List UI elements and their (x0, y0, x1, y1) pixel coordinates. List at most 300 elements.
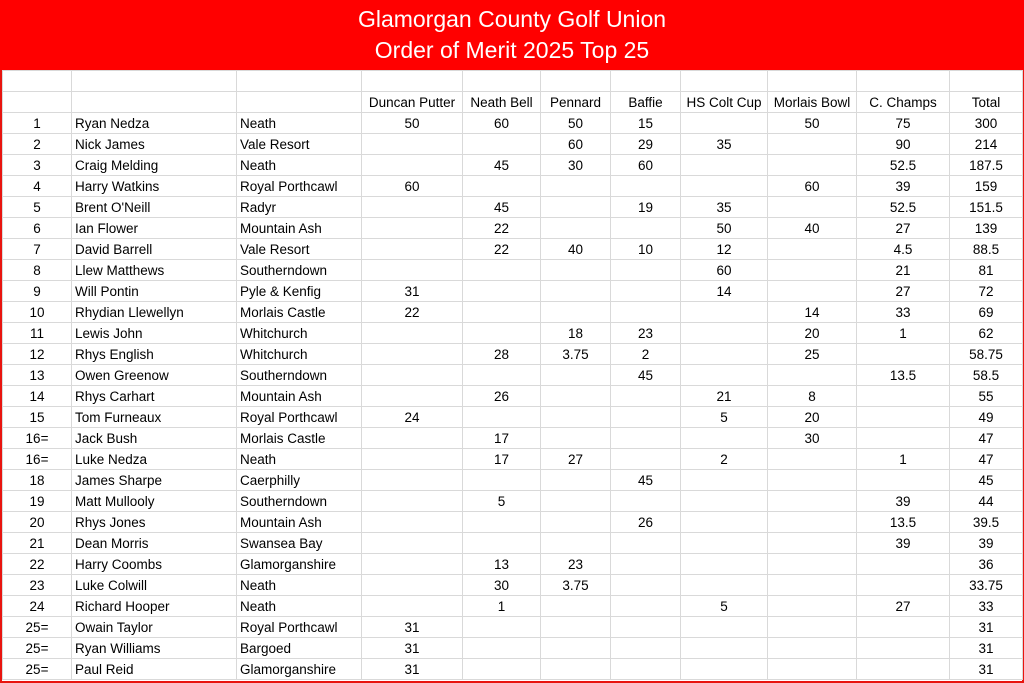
cell-hs-colt-cup[interactable]: 35 (681, 197, 768, 218)
empty-cell[interactable] (541, 71, 611, 92)
cell-c-champs[interactable]: 27 (857, 218, 950, 239)
cell-player[interactable]: Luke Nedza (72, 449, 237, 470)
cell-position[interactable]: 16= (3, 428, 72, 449)
cell-hs-colt-cup[interactable]: 21 (681, 386, 768, 407)
empty-cell[interactable] (857, 71, 950, 92)
cell-neath-bell[interactable] (463, 365, 541, 386)
cell-duncan-putter[interactable]: 60 (362, 176, 463, 197)
cell-baffie[interactable] (611, 659, 681, 680)
cell-duncan-putter[interactable] (362, 470, 463, 491)
cell-pennard[interactable] (541, 302, 611, 323)
cell-pennard[interactable] (541, 512, 611, 533)
column-header-player[interactable] (72, 92, 237, 113)
cell-total[interactable]: 159 (950, 176, 1023, 197)
cell-neath-bell[interactable]: 5 (463, 491, 541, 512)
cell-morlais-bowl[interactable] (768, 659, 857, 680)
cell-club[interactable]: Whitchurch (237, 344, 362, 365)
cell-duncan-putter[interactable] (362, 239, 463, 260)
cell-hs-colt-cup[interactable] (681, 638, 768, 659)
cell-hs-colt-cup[interactable]: 5 (681, 596, 768, 617)
cell-position[interactable]: 5 (3, 197, 72, 218)
empty-cell[interactable] (950, 71, 1023, 92)
cell-pennard[interactable]: 40 (541, 239, 611, 260)
cell-c-champs[interactable]: 1 (857, 323, 950, 344)
cell-duncan-putter[interactable] (362, 512, 463, 533)
cell-player[interactable]: Brent O'Neill (72, 197, 237, 218)
cell-hs-colt-cup[interactable] (681, 533, 768, 554)
cell-total[interactable]: 31 (950, 659, 1023, 680)
cell-neath-bell[interactable]: 17 (463, 428, 541, 449)
cell-total[interactable]: 62 (950, 323, 1023, 344)
cell-baffie[interactable] (611, 596, 681, 617)
cell-duncan-putter[interactable] (362, 155, 463, 176)
cell-total[interactable]: 72 (950, 281, 1023, 302)
cell-c-champs[interactable] (857, 407, 950, 428)
cell-neath-bell[interactable] (463, 512, 541, 533)
cell-total[interactable]: 39.5 (950, 512, 1023, 533)
cell-total[interactable]: 88.5 (950, 239, 1023, 260)
cell-total[interactable]: 139 (950, 218, 1023, 239)
cell-hs-colt-cup[interactable]: 5 (681, 407, 768, 428)
cell-hs-colt-cup[interactable] (681, 554, 768, 575)
cell-morlais-bowl[interactable] (768, 596, 857, 617)
cell-club[interactable]: Vale Resort (237, 134, 362, 155)
cell-baffie[interactable] (611, 533, 681, 554)
cell-player[interactable]: Harry Coombs (72, 554, 237, 575)
cell-position[interactable]: 16= (3, 449, 72, 470)
cell-club[interactable]: Caerphilly (237, 470, 362, 491)
cell-player[interactable]: Rhys Carhart (72, 386, 237, 407)
cell-pennard[interactable]: 30 (541, 155, 611, 176)
cell-morlais-bowl[interactable] (768, 533, 857, 554)
cell-duncan-putter[interactable] (362, 596, 463, 617)
cell-duncan-putter[interactable]: 31 (362, 617, 463, 638)
cell-baffie[interactable] (611, 176, 681, 197)
cell-club[interactable]: Mountain Ash (237, 218, 362, 239)
cell-c-champs[interactable] (857, 344, 950, 365)
empty-cell[interactable] (72, 71, 237, 92)
cell-player[interactable]: Rhys English (72, 344, 237, 365)
cell-total[interactable]: 300 (950, 113, 1023, 134)
cell-c-champs[interactable]: 13.5 (857, 365, 950, 386)
cell-c-champs[interactable]: 33 (857, 302, 950, 323)
cell-position[interactable]: 22 (3, 554, 72, 575)
cell-position[interactable]: 1 (3, 113, 72, 134)
cell-c-champs[interactable]: 75 (857, 113, 950, 134)
cell-neath-bell[interactable]: 22 (463, 218, 541, 239)
cell-pennard[interactable] (541, 596, 611, 617)
cell-morlais-bowl[interactable] (768, 512, 857, 533)
cell-hs-colt-cup[interactable] (681, 617, 768, 638)
cell-neath-bell[interactable]: 13 (463, 554, 541, 575)
cell-morlais-bowl[interactable] (768, 197, 857, 218)
cell-neath-bell[interactable]: 22 (463, 239, 541, 260)
cell-duncan-putter[interactable] (362, 449, 463, 470)
cell-position[interactable]: 13 (3, 365, 72, 386)
cell-player[interactable]: Lewis John (72, 323, 237, 344)
cell-player[interactable]: Richard Hooper (72, 596, 237, 617)
cell-hs-colt-cup[interactable] (681, 575, 768, 596)
cell-position[interactable]: 8 (3, 260, 72, 281)
cell-c-champs[interactable]: 1 (857, 449, 950, 470)
cell-pennard[interactable]: 3.75 (541, 344, 611, 365)
column-header-pennard[interactable]: Pennard (541, 92, 611, 113)
empty-cell[interactable] (681, 71, 768, 92)
cell-baffie[interactable] (611, 449, 681, 470)
cell-club[interactable]: Morlais Castle (237, 428, 362, 449)
cell-club[interactable]: Vale Resort (237, 239, 362, 260)
cell-c-champs[interactable] (857, 554, 950, 575)
cell-pennard[interactable]: 23 (541, 554, 611, 575)
cell-neath-bell[interactable]: 45 (463, 197, 541, 218)
cell-total[interactable]: 214 (950, 134, 1023, 155)
cell-total[interactable]: 33 (950, 596, 1023, 617)
cell-baffie[interactable] (611, 281, 681, 302)
cell-player[interactable]: Matt Mullooly (72, 491, 237, 512)
cell-c-champs[interactable] (857, 659, 950, 680)
cell-pennard[interactable] (541, 218, 611, 239)
cell-baffie[interactable]: 23 (611, 323, 681, 344)
cell-neath-bell[interactable] (463, 260, 541, 281)
cell-neath-bell[interactable] (463, 281, 541, 302)
cell-club[interactable]: Royal Porthcawl (237, 407, 362, 428)
cell-club[interactable]: Mountain Ash (237, 386, 362, 407)
cell-total[interactable]: 69 (950, 302, 1023, 323)
cell-pennard[interactable] (541, 638, 611, 659)
cell-pennard[interactable] (541, 197, 611, 218)
cell-total[interactable]: 36 (950, 554, 1023, 575)
cell-neath-bell[interactable] (463, 323, 541, 344)
cell-baffie[interactable] (611, 428, 681, 449)
cell-player[interactable]: Ryan Nedza (72, 113, 237, 134)
cell-club[interactable]: Royal Porthcawl (237, 176, 362, 197)
cell-club[interactable]: Bargoed (237, 638, 362, 659)
cell-total[interactable]: 39 (950, 533, 1023, 554)
cell-total[interactable]: 151.5 (950, 197, 1023, 218)
cell-c-champs[interactable]: 39 (857, 533, 950, 554)
cell-club[interactable]: Neath (237, 113, 362, 134)
cell-duncan-putter[interactable] (362, 134, 463, 155)
cell-duncan-putter[interactable] (362, 323, 463, 344)
cell-duncan-putter[interactable] (362, 197, 463, 218)
cell-morlais-bowl[interactable]: 60 (768, 176, 857, 197)
cell-morlais-bowl[interactable] (768, 155, 857, 176)
cell-c-champs[interactable]: 52.5 (857, 155, 950, 176)
cell-pennard[interactable] (541, 386, 611, 407)
cell-club[interactable]: Radyr (237, 197, 362, 218)
cell-position[interactable]: 25= (3, 617, 72, 638)
cell-player[interactable]: Rhydian Llewellyn (72, 302, 237, 323)
cell-player[interactable]: Will Pontin (72, 281, 237, 302)
cell-c-champs[interactable] (857, 428, 950, 449)
cell-morlais-bowl[interactable] (768, 575, 857, 596)
cell-total[interactable]: 31 (950, 617, 1023, 638)
cell-morlais-bowl[interactable]: 25 (768, 344, 857, 365)
cell-morlais-bowl[interactable] (768, 491, 857, 512)
cell-pennard[interactable] (541, 491, 611, 512)
cell-baffie[interactable] (611, 575, 681, 596)
cell-total[interactable]: 55 (950, 386, 1023, 407)
cell-duncan-putter[interactable]: 24 (362, 407, 463, 428)
cell-pennard[interactable]: 50 (541, 113, 611, 134)
cell-pennard[interactable] (541, 470, 611, 491)
cell-club[interactable]: Southerndown (237, 365, 362, 386)
cell-position[interactable]: 11 (3, 323, 72, 344)
cell-neath-bell[interactable]: 60 (463, 113, 541, 134)
cell-duncan-putter[interactable] (362, 218, 463, 239)
cell-baffie[interactable] (611, 218, 681, 239)
cell-position[interactable]: 19 (3, 491, 72, 512)
cell-pennard[interactable]: 60 (541, 134, 611, 155)
cell-club[interactable]: Whitchurch (237, 323, 362, 344)
cell-neath-bell[interactable] (463, 470, 541, 491)
cell-morlais-bowl[interactable] (768, 281, 857, 302)
cell-hs-colt-cup[interactable]: 35 (681, 134, 768, 155)
cell-morlais-bowl[interactable]: 8 (768, 386, 857, 407)
cell-baffie[interactable] (611, 491, 681, 512)
cell-total[interactable]: 45 (950, 470, 1023, 491)
cell-pennard[interactable] (541, 407, 611, 428)
cell-morlais-bowl[interactable] (768, 554, 857, 575)
cell-duncan-putter[interactable]: 31 (362, 281, 463, 302)
cell-position[interactable]: 3 (3, 155, 72, 176)
cell-player[interactable]: Paul Reid (72, 659, 237, 680)
cell-total[interactable]: 31 (950, 638, 1023, 659)
cell-club[interactable]: Neath (237, 596, 362, 617)
cell-hs-colt-cup[interactable] (681, 365, 768, 386)
cell-position[interactable]: 25= (3, 638, 72, 659)
cell-baffie[interactable]: 19 (611, 197, 681, 218)
cell-baffie[interactable] (611, 407, 681, 428)
cell-total[interactable]: 187.5 (950, 155, 1023, 176)
cell-total[interactable]: 44 (950, 491, 1023, 512)
cell-duncan-putter[interactable] (362, 428, 463, 449)
column-header-neath-bell[interactable]: Neath Bell (463, 92, 541, 113)
cell-position[interactable]: 9 (3, 281, 72, 302)
cell-duncan-putter[interactable] (362, 491, 463, 512)
cell-baffie[interactable]: 15 (611, 113, 681, 134)
cell-c-champs[interactable]: 21 (857, 260, 950, 281)
cell-pennard[interactable] (541, 365, 611, 386)
cell-club[interactable]: Glamorganshire (237, 659, 362, 680)
cell-duncan-putter[interactable] (362, 386, 463, 407)
cell-c-champs[interactable]: 13.5 (857, 512, 950, 533)
cell-morlais-bowl[interactable] (768, 260, 857, 281)
cell-baffie[interactable]: 26 (611, 512, 681, 533)
cell-position[interactable]: 6 (3, 218, 72, 239)
cell-hs-colt-cup[interactable] (681, 113, 768, 134)
empty-cell[interactable] (611, 71, 681, 92)
cell-morlais-bowl[interactable] (768, 638, 857, 659)
cell-total[interactable]: 58.5 (950, 365, 1023, 386)
cell-baffie[interactable]: 60 (611, 155, 681, 176)
cell-duncan-putter[interactable]: 31 (362, 659, 463, 680)
cell-player[interactable]: Ian Flower (72, 218, 237, 239)
empty-cell[interactable] (237, 71, 362, 92)
cell-morlais-bowl[interactable] (768, 617, 857, 638)
cell-total[interactable]: 47 (950, 449, 1023, 470)
cell-position[interactable]: 21 (3, 533, 72, 554)
cell-player[interactable]: James Sharpe (72, 470, 237, 491)
cell-hs-colt-cup[interactable] (681, 344, 768, 365)
cell-hs-colt-cup[interactable] (681, 176, 768, 197)
cell-neath-bell[interactable]: 1 (463, 596, 541, 617)
cell-morlais-bowl[interactable] (768, 134, 857, 155)
cell-club[interactable]: Neath (237, 449, 362, 470)
cell-player[interactable]: Jack Bush (72, 428, 237, 449)
cell-duncan-putter[interactable]: 50 (362, 113, 463, 134)
column-header-baffie[interactable]: Baffie (611, 92, 681, 113)
cell-player[interactable]: Owen Greenow (72, 365, 237, 386)
cell-pennard[interactable] (541, 176, 611, 197)
cell-club[interactable]: Neath (237, 155, 362, 176)
cell-club[interactable]: Mountain Ash (237, 512, 362, 533)
cell-hs-colt-cup[interactable] (681, 428, 768, 449)
cell-neath-bell[interactable] (463, 617, 541, 638)
cell-total[interactable]: 33.75 (950, 575, 1023, 596)
cell-c-champs[interactable]: 39 (857, 176, 950, 197)
cell-c-champs[interactable] (857, 638, 950, 659)
cell-c-champs[interactable] (857, 386, 950, 407)
column-header-total[interactable]: Total (950, 92, 1023, 113)
cell-morlais-bowl[interactable]: 30 (768, 428, 857, 449)
cell-baffie[interactable]: 2 (611, 344, 681, 365)
cell-pennard[interactable]: 18 (541, 323, 611, 344)
column-header-morlais-bowl[interactable]: Morlais Bowl (768, 92, 857, 113)
cell-club[interactable]: Neath (237, 575, 362, 596)
cell-position[interactable]: 23 (3, 575, 72, 596)
cell-morlais-bowl[interactable] (768, 365, 857, 386)
cell-pennard[interactable] (541, 281, 611, 302)
cell-player[interactable]: Llew Matthews (72, 260, 237, 281)
column-header-c-champs[interactable]: C. Champs (857, 92, 950, 113)
cell-morlais-bowl[interactable]: 50 (768, 113, 857, 134)
cell-position[interactable]: 10 (3, 302, 72, 323)
cell-duncan-putter[interactable] (362, 554, 463, 575)
cell-morlais-bowl[interactable] (768, 449, 857, 470)
cell-neath-bell[interactable] (463, 533, 541, 554)
cell-position[interactable]: 18 (3, 470, 72, 491)
cell-duncan-putter[interactable]: 31 (362, 638, 463, 659)
cell-pennard[interactable]: 27 (541, 449, 611, 470)
cell-position[interactable]: 25= (3, 659, 72, 680)
cell-neath-bell[interactable] (463, 176, 541, 197)
cell-player[interactable]: Ryan Williams (72, 638, 237, 659)
cell-position[interactable]: 24 (3, 596, 72, 617)
cell-neath-bell[interactable]: 30 (463, 575, 541, 596)
cell-morlais-bowl[interactable] (768, 239, 857, 260)
cell-morlais-bowl[interactable]: 20 (768, 407, 857, 428)
empty-cell[interactable] (3, 71, 72, 92)
cell-pennard[interactable]: 3.75 (541, 575, 611, 596)
cell-position[interactable]: 4 (3, 176, 72, 197)
cell-c-champs[interactable] (857, 470, 950, 491)
cell-c-champs[interactable]: 27 (857, 596, 950, 617)
cell-club[interactable]: Southerndown (237, 260, 362, 281)
cell-neath-bell[interactable] (463, 638, 541, 659)
cell-hs-colt-cup[interactable]: 14 (681, 281, 768, 302)
cell-player[interactable]: Rhys Jones (72, 512, 237, 533)
cell-position[interactable]: 2 (3, 134, 72, 155)
cell-player[interactable]: Luke Colwill (72, 575, 237, 596)
cell-c-champs[interactable] (857, 575, 950, 596)
cell-neath-bell[interactable]: 17 (463, 449, 541, 470)
cell-hs-colt-cup[interactable]: 50 (681, 218, 768, 239)
cell-hs-colt-cup[interactable]: 60 (681, 260, 768, 281)
cell-hs-colt-cup[interactable]: 12 (681, 239, 768, 260)
cell-baffie[interactable] (611, 638, 681, 659)
cell-hs-colt-cup[interactable] (681, 470, 768, 491)
cell-player[interactable]: Harry Watkins (72, 176, 237, 197)
cell-position[interactable]: 20 (3, 512, 72, 533)
empty-cell[interactable] (768, 71, 857, 92)
cell-club[interactable]: Swansea Bay (237, 533, 362, 554)
cell-baffie[interactable]: 45 (611, 365, 681, 386)
cell-baffie[interactable]: 45 (611, 470, 681, 491)
cell-baffie[interactable]: 10 (611, 239, 681, 260)
cell-position[interactable]: 12 (3, 344, 72, 365)
cell-hs-colt-cup[interactable]: 2 (681, 449, 768, 470)
cell-position[interactable]: 15 (3, 407, 72, 428)
cell-total[interactable]: 58.75 (950, 344, 1023, 365)
cell-player[interactable]: Tom Furneaux (72, 407, 237, 428)
cell-club[interactable]: Southerndown (237, 491, 362, 512)
cell-hs-colt-cup[interactable] (681, 659, 768, 680)
cell-morlais-bowl[interactable]: 20 (768, 323, 857, 344)
cell-hs-colt-cup[interactable] (681, 512, 768, 533)
cell-c-champs[interactable]: 52.5 (857, 197, 950, 218)
cell-morlais-bowl[interactable] (768, 470, 857, 491)
cell-position[interactable]: 14 (3, 386, 72, 407)
cell-total[interactable]: 49 (950, 407, 1023, 428)
cell-total[interactable]: 81 (950, 260, 1023, 281)
cell-hs-colt-cup[interactable] (681, 491, 768, 512)
cell-club[interactable]: Pyle & Kenfig (237, 281, 362, 302)
cell-neath-bell[interactable] (463, 659, 541, 680)
cell-morlais-bowl[interactable]: 14 (768, 302, 857, 323)
column-header-hs-colt-cup[interactable]: HS Colt Cup (681, 92, 768, 113)
cell-c-champs[interactable]: 27 (857, 281, 950, 302)
cell-club[interactable]: Royal Porthcawl (237, 617, 362, 638)
cell-c-champs[interactable]: 39 (857, 491, 950, 512)
cell-pennard[interactable] (541, 533, 611, 554)
cell-c-champs[interactable]: 4.5 (857, 239, 950, 260)
cell-neath-bell[interactable]: 45 (463, 155, 541, 176)
cell-c-champs[interactable]: 90 (857, 134, 950, 155)
cell-baffie[interactable]: 29 (611, 134, 681, 155)
cell-neath-bell[interactable]: 28 (463, 344, 541, 365)
cell-pennard[interactable] (541, 428, 611, 449)
cell-neath-bell[interactable]: 26 (463, 386, 541, 407)
cell-player[interactable]: Craig Melding (72, 155, 237, 176)
column-header-position[interactable] (3, 92, 72, 113)
cell-total[interactable]: 47 (950, 428, 1023, 449)
cell-player[interactable]: Dean Morris (72, 533, 237, 554)
empty-cell[interactable] (463, 71, 541, 92)
cell-neath-bell[interactable] (463, 134, 541, 155)
cell-baffie[interactable] (611, 386, 681, 407)
cell-player[interactable]: David Barrell (72, 239, 237, 260)
cell-duncan-putter[interactable] (362, 575, 463, 596)
empty-cell[interactable] (362, 71, 463, 92)
cell-morlais-bowl[interactable]: 40 (768, 218, 857, 239)
cell-duncan-putter[interactable] (362, 260, 463, 281)
cell-club[interactable]: Glamorganshire (237, 554, 362, 575)
cell-duncan-putter[interactable] (362, 533, 463, 554)
cell-pennard[interactable] (541, 659, 611, 680)
cell-baffie[interactable] (611, 617, 681, 638)
cell-neath-bell[interactable] (463, 302, 541, 323)
